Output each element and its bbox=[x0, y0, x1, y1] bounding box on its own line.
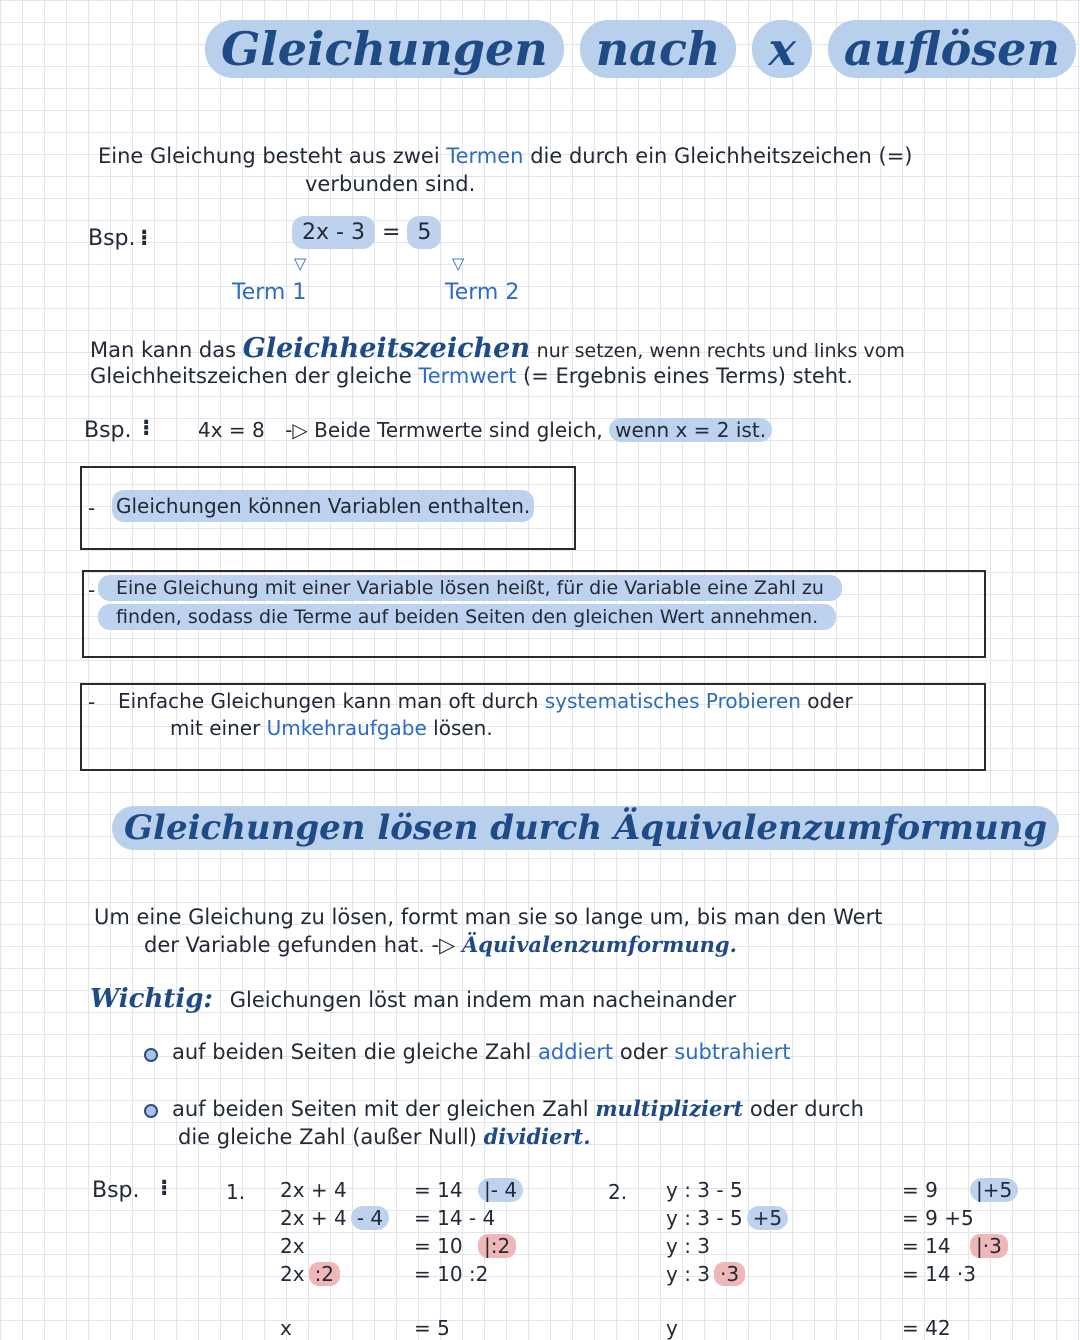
calc-left-side: 2x :2 bbox=[280, 1262, 340, 1286]
section2-line-2: der Variable gefunden hat. -▷ Äquivalenzumformung. bbox=[144, 932, 737, 957]
termwert-keyword: Termwert bbox=[418, 364, 517, 388]
aequivalenz-keyword: Äquivalenzumformung. bbox=[461, 932, 737, 957]
example2-line: 4x = 8 -▷ Beide Termwerte sind gleich, wenn x = 2 ist. bbox=[198, 418, 772, 442]
bullet-icon bbox=[144, 1104, 158, 1118]
calc-left-operation: - 4 bbox=[351, 1206, 389, 1230]
note-box-2-dash: - bbox=[88, 578, 96, 602]
addiert-keyword: addiert bbox=[538, 1040, 614, 1064]
term1-label: Term 1 bbox=[232, 280, 307, 305]
intro-line-1: Eine Gleichung besteht aus zwei Termen die durch ein Gleichheitszeichen (=) bbox=[98, 144, 913, 168]
term1-expression: 2x - 3 bbox=[292, 216, 375, 249]
term-keyword: Termen bbox=[446, 144, 524, 168]
calc-right-side: = 14 bbox=[414, 1178, 463, 1202]
calc-operation: |:2 bbox=[478, 1234, 516, 1258]
example2-highlight: wenn x = 2 ist. bbox=[609, 418, 772, 442]
calc-right-side: = 9 +5 bbox=[902, 1206, 974, 1230]
systematic-trying: systematisches Probieren bbox=[544, 689, 801, 713]
arrow-down-left-icon: ▽ bbox=[294, 254, 307, 273]
note-box-1-text: Gleichungen können Variablen enthalten. bbox=[112, 494, 534, 518]
bullet-2-line-2: die gleiche Zahl (außer Null) dividiert. bbox=[178, 1124, 591, 1149]
dividiert-keyword: dividiert. bbox=[483, 1124, 591, 1149]
calc-right-side: = 14 ·3 bbox=[902, 1262, 977, 1286]
calc-right-side: = 5 bbox=[414, 1316, 450, 1340]
calc-right-side: = 14 bbox=[902, 1234, 951, 1258]
bsp-colon-icon: ⁝ bbox=[140, 226, 149, 251]
arrow-right-icon: -▷ bbox=[285, 418, 308, 442]
calc-left-side: x bbox=[280, 1316, 292, 1340]
section2-line-1: Um eine Gleichung zu lösen, formt man sie so lange um, bis man den Wert bbox=[94, 905, 883, 929]
rule-line-2: Gleichheitszeichen der gleiche Termwert (= Ergebnis eines Terms) steht. bbox=[90, 364, 853, 388]
calc-left-operation: :2 bbox=[309, 1262, 340, 1286]
title-word-x: x bbox=[752, 20, 811, 78]
example-label: Bsp. bbox=[88, 226, 136, 251]
calc-operation: |- 4 bbox=[478, 1178, 523, 1202]
calc-operation: |·3 bbox=[970, 1234, 1008, 1258]
calc-right-side: = 42 bbox=[902, 1316, 951, 1340]
calc-label: Bsp. bbox=[92, 1178, 140, 1203]
calc-left-side: 2x + 4 - 4 bbox=[280, 1206, 389, 1230]
bsp-colon-icon: ⁝ bbox=[160, 1176, 169, 1201]
note-box-1-dash: - bbox=[88, 496, 96, 520]
subtrahiert-keyword: subtrahiert bbox=[674, 1040, 791, 1064]
page-title bbox=[205, 22, 1076, 76]
calc-right-side: = 10 :2 bbox=[414, 1262, 489, 1286]
calc-number-2: 2. bbox=[608, 1180, 628, 1204]
title-word-aufloesen: auflösen bbox=[828, 20, 1076, 78]
note-box-3-dash: - bbox=[88, 690, 96, 714]
bullet-icon bbox=[144, 1048, 158, 1062]
example2-label: Bsp. bbox=[84, 418, 132, 443]
calc-number-1: 1. bbox=[226, 1180, 246, 1204]
note-box-3-line-1: Einfache Gleichungen kann man oft durch systematisches Probieren oder bbox=[118, 689, 853, 713]
calc-left-operation: ·3 bbox=[714, 1262, 745, 1286]
note-box-3-line-2: mit einer Umkehraufgabe lösen. bbox=[170, 716, 493, 740]
wichtig-label: Wichtig: bbox=[90, 984, 214, 1014]
bullet-1-text: auf beiden Seiten die gleiche Zahl addiert oder subtrahiert bbox=[172, 1040, 791, 1064]
title-word-gleichungen: Gleichungen bbox=[205, 20, 564, 78]
inverse-task: Umkehraufgabe bbox=[266, 716, 427, 740]
calc-left-side: 2x + 4 bbox=[280, 1178, 347, 1202]
section-title: Gleichungen lösen durch Äquivalenzumformung bbox=[112, 808, 1059, 848]
calc-left-side: 2x bbox=[280, 1234, 305, 1258]
wichtig-line: Wichtig: Gleichungen löst man indem man nacheinander bbox=[90, 984, 737, 1014]
calc-left-side: y bbox=[666, 1316, 678, 1340]
calc-right-side: = 10 bbox=[414, 1234, 463, 1258]
note-box-2-line-1: Eine Gleichung mit einer Variable lösen heißt, für die Variable eine Zahl zu bbox=[98, 577, 842, 599]
arrow-down-right-icon: ▽ bbox=[452, 254, 465, 273]
rule-line-1: Man kann das Gleichheitszeichen nur setzen, wenn rechts und links vom bbox=[90, 333, 905, 364]
calc-left-side: y : 3 ·3 bbox=[666, 1262, 745, 1286]
calc-left-side: y : 3 bbox=[666, 1234, 711, 1258]
bullet-2-line-1: auf beiden Seiten mit der gleichen Zahl multipliziert oder durch bbox=[172, 1096, 864, 1121]
term2-expression: 5 bbox=[407, 216, 441, 249]
calc-left-side: y : 3 - 5 +5 bbox=[666, 1206, 788, 1230]
calc-right-side: = 14 - 4 bbox=[414, 1206, 496, 1230]
bsp-colon-icon: ⁝ bbox=[142, 416, 151, 441]
intro-line-2: verbunden sind. bbox=[305, 172, 476, 196]
calc-right-side: = 9 bbox=[902, 1178, 938, 1202]
calc-left-side: y : 3 - 5 bbox=[666, 1178, 743, 1202]
multipliziert-keyword: multipliziert bbox=[595, 1096, 744, 1121]
term2-label: Term 2 bbox=[445, 280, 520, 305]
arrow-right-icon: -▷ bbox=[431, 933, 456, 957]
example-equation: 2x - 3 = 5 bbox=[292, 220, 441, 245]
rule-highlight: Gleichheitszeichen bbox=[242, 333, 530, 364]
calc-operation: |+5 bbox=[970, 1178, 1018, 1202]
note-box-2-line-2: finden, sodass die Terme auf beiden Seiten den gleichen Wert annehmen. bbox=[98, 606, 836, 628]
calc-left-operation: +5 bbox=[747, 1206, 788, 1230]
title-word-nach: nach bbox=[580, 20, 737, 78]
